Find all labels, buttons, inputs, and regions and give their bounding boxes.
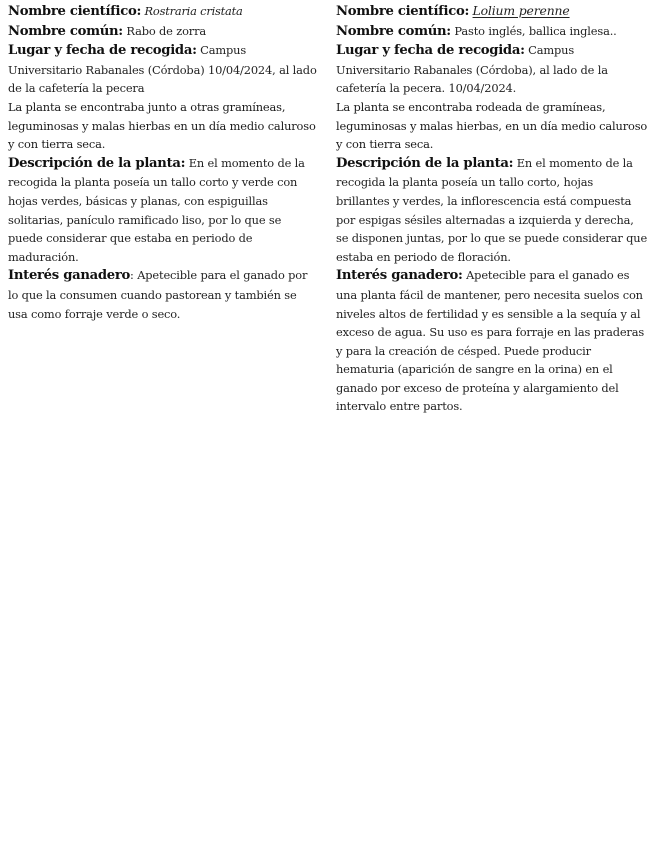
scientific-name-label: Nombre científico:: [8, 4, 142, 19]
description-value: En el momento de la recogida la planta poseía un tallo corto y verde con hojas verdes, básicas y planas, con espiguillas solitarias, panículo ramificado liso, por lo que se puede considerar que estaba en periodo de maduración.: [8, 155, 305, 264]
scientific-name-value: Lolium perenne: [472, 3, 570, 18]
interest-field: [336, 266, 648, 416]
scientific-name-field: [336, 2, 648, 22]
place-date-label: Lugar y fecha de recogida:: [336, 43, 525, 59]
description-value: En el momento de la recogida la planta poseía un tallo corto, hojas brillantes y verdes, la inflorescencia está compuesta por espigas sésiles alternadas a izquierda y derecha, se disponen juntas, por lo que se puede considerar que estaba en periodo de floración.: [336, 155, 648, 264]
scientific-name-field: [8, 2, 318, 22]
scientific-name-label: Nombre científico:: [336, 4, 470, 19]
description-label: Descripción de la planta:: [8, 155, 186, 171]
description-label: Descripción de la planta:: [336, 155, 514, 171]
place-date-value: Campus Universitario Rabanales (Córdoba), al lado de la cafetería la pecera. 10/04/2024.: [336, 43, 608, 96]
interest-label: Interés ganadero:: [336, 268, 463, 284]
common-name-value: Rabo de zorra: [126, 23, 207, 38]
place-date-field: [336, 41, 648, 98]
description-field: [8, 154, 318, 267]
interest-field: [8, 266, 318, 323]
common-name-value: Pasto inglés, ballica inglesa..: [454, 23, 617, 38]
common-name-label: Nombre común:: [8, 23, 123, 39]
common-name-field: [8, 22, 318, 42]
scientific-name-value: Rostraria cristata: [144, 4, 243, 18]
plant-card-right: [336, 2, 648, 416]
common-name-field: [336, 22, 648, 42]
place-date-label: Lugar y fecha de recogida:: [8, 43, 197, 59]
description-field: [336, 154, 648, 267]
common-name-label: Nombre común:: [336, 23, 451, 39]
place-date-field: [8, 41, 318, 98]
interest-value: : Apetecible para el ganado por lo que la consumen cuando pastorean y también se usa como forraje verde o seco.: [8, 268, 308, 321]
interest-value: Apetecible para el ganado es una planta fácil de mantener, pero necesita suelos con niveles altos de fertilidad y es sensible a la sequía y al exceso de agua. Su uso es para forraje en las praderas y para la creación de césped. Puede producir hematuria (aparición de sangre en la orina) en el ganado por exceso de proteína y alargamiento del intervalo entre partos.: [336, 268, 645, 414]
place-note: La planta se encontraba junto a otras gramíneas, leguminosas y malas hierbas en un día medio caluroso y con tierra seca.: [8, 99, 316, 152]
interest-label: Interés ganadero: [8, 268, 131, 284]
plant-card-left: [8, 2, 318, 323]
place-note: La planta se encontraba rodeada de gramíneas, leguminosas y malas hierbas, en un día medio caluroso y con tierra seca.: [336, 99, 648, 152]
place-date-value: Campus Universitario Rabanales (Córdoba) 10/04/2024, al lado de la cafetería la pecera: [8, 43, 317, 96]
